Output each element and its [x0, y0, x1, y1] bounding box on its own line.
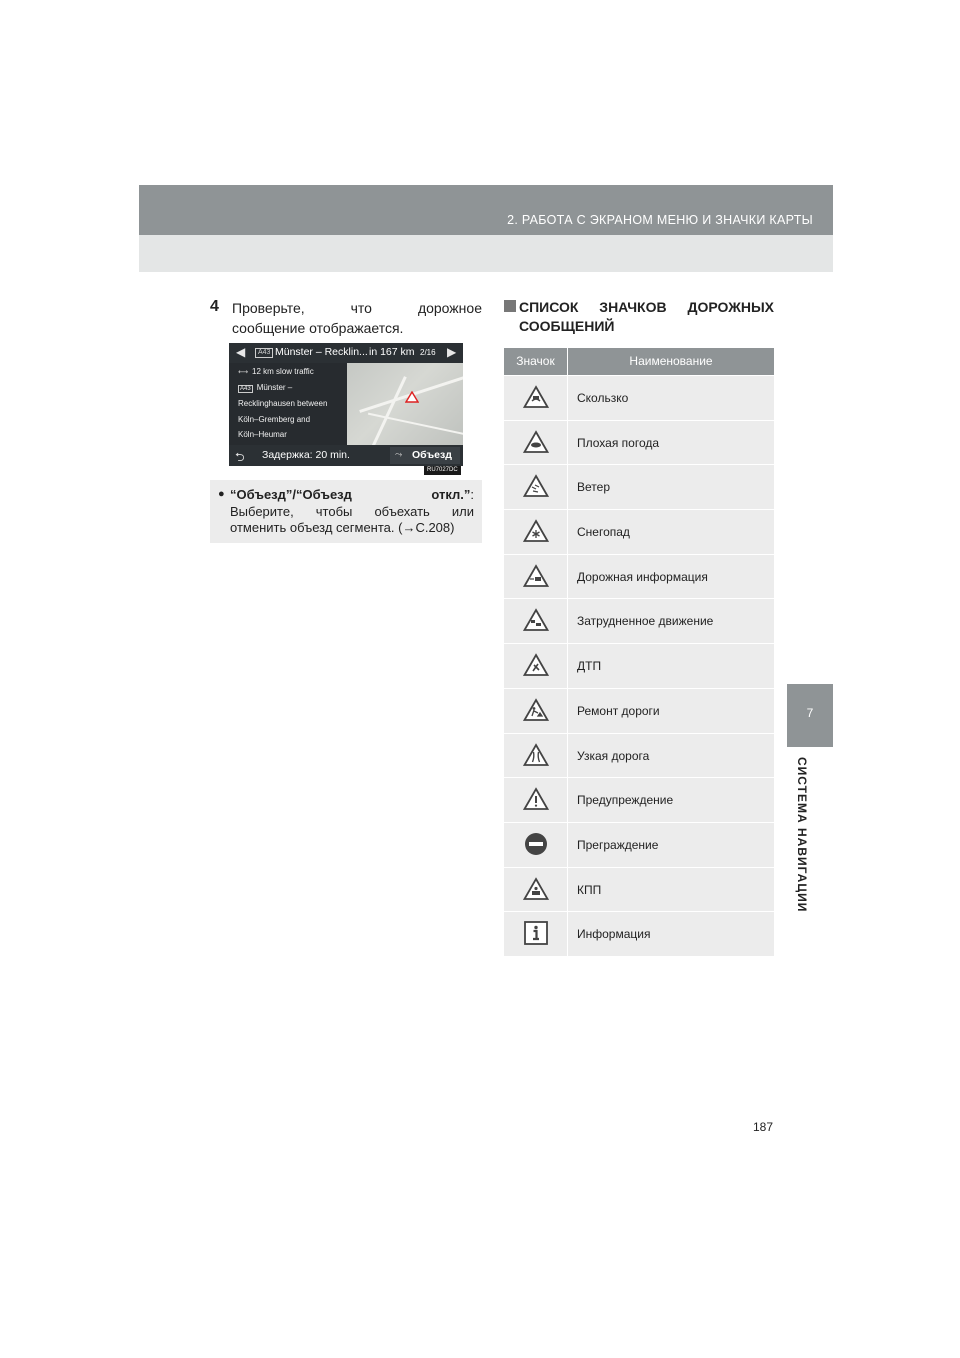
- table-row: [504, 375, 774, 420]
- message-line: ⟷ 12 km slow traffic: [238, 367, 314, 376]
- step-number: 4: [210, 298, 219, 315]
- table-row: [504, 733, 774, 778]
- image-code: RU7027DC: [424, 466, 461, 475]
- icon-name: Ремонт дороги: [577, 703, 660, 718]
- information-icon: [523, 921, 549, 945]
- chapter-title: 2. РАБОТА С ЭКРАНОМ МЕНЮ И ЗНАЧКИ КАРТЫ: [507, 213, 813, 227]
- section-title-line1: СПИСОК ЗНАЧКОВ ДОРОЖНЫХ: [519, 299, 774, 315]
- icon-name: Информация: [577, 927, 651, 942]
- road-badge: A43: [255, 348, 273, 358]
- bad-weather-icon: [523, 430, 549, 454]
- detour-note: [210, 480, 482, 543]
- header-icon-column: Значок: [504, 348, 568, 375]
- detour-button[interactable]: [390, 447, 460, 464]
- note-line3: отменить объезд сегмента. (→С.208): [230, 520, 455, 535]
- message-line: Recklinghausen between: [238, 399, 328, 408]
- roadworks-icon: [523, 698, 549, 722]
- icon-name: Предупреждение: [577, 793, 674, 808]
- delay-text: Задержка: 20 min.: [262, 449, 350, 461]
- traffic-icons-table: [504, 348, 774, 956]
- note-line2: Выберите, чтобы объехать или: [230, 504, 474, 519]
- slow-traffic-icon: ⟷: [238, 369, 249, 376]
- detour-label: Объезд: [412, 449, 452, 461]
- table-row: [504, 554, 774, 599]
- chapter-number: 7: [806, 706, 814, 720]
- wind-icon: [523, 474, 549, 498]
- message-route: Münster – Recklin...: [275, 346, 368, 358]
- step-word: Проверьте,: [232, 300, 305, 316]
- table-row: [504, 420, 774, 465]
- message-header: [229, 343, 463, 363]
- icon-name: КПП: [577, 882, 602, 897]
- snowfall-icon: [523, 519, 549, 543]
- table-row: [504, 509, 774, 554]
- message-page: 2/16: [420, 348, 436, 357]
- icon-name: Ветер: [577, 480, 610, 495]
- road-badge: A43: [240, 386, 251, 392]
- map-view: [347, 363, 463, 445]
- table-row: [504, 911, 774, 956]
- table-row: [504, 867, 774, 912]
- icon-name: Снегопад: [577, 525, 630, 540]
- road-info-icon: [523, 564, 549, 588]
- detour-icon: ⤳: [395, 449, 403, 459]
- navigation-screenshot: [229, 343, 463, 466]
- next-message-button[interactable]: ▶: [447, 345, 457, 359]
- prev-message-button[interactable]: ◀: [236, 345, 246, 359]
- page-number: 187: [752, 1120, 773, 1134]
- header-name-column: Наименование: [629, 354, 713, 368]
- step-word: дорожное: [417, 300, 482, 316]
- section-square-icon: [504, 300, 516, 312]
- icon-name: Дорожная информация: [577, 569, 708, 584]
- step-word: что: [350, 300, 372, 316]
- table-row: [504, 598, 774, 643]
- accident-icon: [523, 653, 549, 677]
- icon-name: Скользко: [577, 391, 629, 405]
- icon-name: ДТП: [577, 659, 602, 674]
- table-header: [504, 348, 774, 375]
- warning-icon: [523, 787, 549, 811]
- table-row: [504, 822, 774, 867]
- icon-name: Плохая погода: [577, 435, 660, 450]
- table-row: [504, 777, 774, 822]
- narrow-road-icon: [523, 743, 549, 767]
- map-warning-icon: [405, 391, 419, 403]
- chapter-side-label: [787, 747, 833, 947]
- icon-name: Преграждение: [577, 837, 659, 852]
- chapter-side-label-text: СИСТЕМА НАВИГАЦИИ: [795, 757, 809, 913]
- blockage-icon: [523, 832, 549, 856]
- header-subband: [139, 235, 833, 272]
- back-icon[interactable]: ⮌: [235, 450, 245, 464]
- message-line: Köln–Gremberg and: [238, 415, 311, 424]
- table-row: [504, 643, 774, 688]
- table-row: [504, 688, 774, 733]
- congestion-icon: [523, 608, 549, 632]
- header-band: [139, 185, 833, 235]
- note-title: “Объезд”/“Объезд откл.”:: [230, 487, 474, 502]
- message-details: [229, 363, 347, 445]
- icon-name: Узкая дорога: [577, 748, 650, 763]
- message-distance: in 167 km: [369, 346, 415, 358]
- bullet-icon: ●: [218, 488, 225, 500]
- message-line: Köln–Heumar: [238, 430, 287, 439]
- message-line: A43 Münster –: [240, 383, 293, 392]
- message-footer: [229, 445, 463, 466]
- step-text-line2: сообщение отображается.: [232, 320, 404, 336]
- checkpoint-icon: [523, 877, 549, 901]
- step-text-line1: [232, 300, 482, 316]
- section-title-line2: СООБЩЕНИЙ: [519, 318, 615, 334]
- chapter-tab: [787, 684, 833, 747]
- icon-name: Затрудненное движение: [577, 614, 714, 629]
- table-row: [504, 464, 774, 509]
- slippery-icon: [523, 385, 549, 409]
